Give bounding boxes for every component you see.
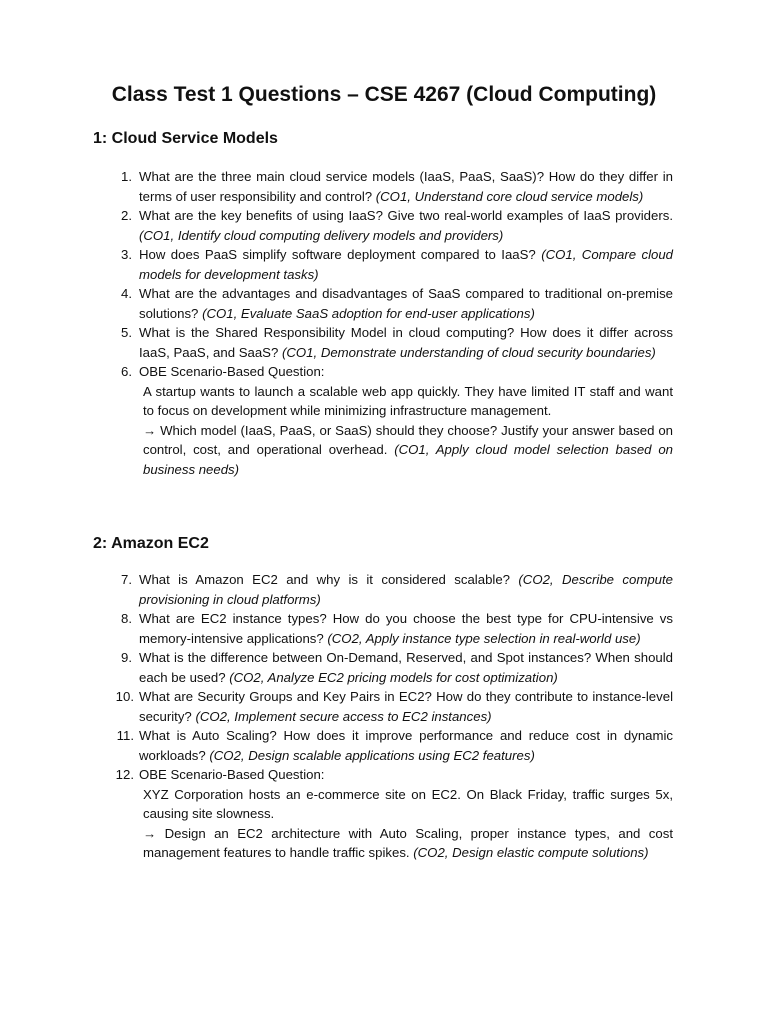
question-text: What are the advantages and disadvantages of SaaS compared to traditional on-premise solutions?	[139, 286, 673, 321]
question-text: What is Amazon EC2 and why is it considered scalable?	[139, 572, 510, 587]
question-item	[110, 609, 673, 648]
question-outcome-note: (CO2, Apply instance type selection in real-world use)	[327, 630, 641, 646]
question-text: What are the key benefits of using IaaS? Give two real-world examples of IaaS providers.	[139, 208, 673, 223]
question-text: What is Auto Scaling? How does it improve performance and reduce cost in dynamic workloads?	[139, 728, 673, 763]
question-item	[110, 323, 673, 362]
question-item-scenario	[110, 362, 673, 479]
question-item	[110, 206, 673, 245]
question-number: 10.	[115, 689, 134, 704]
section-heading-cloud-service-models: 1: Cloud Service Models	[93, 130, 278, 147]
question-outcome-note: (CO2, Analyze EC2 pricing models for cost optimization)	[229, 669, 558, 685]
scenario-task	[139, 824, 673, 863]
page-title: Class Test 1 Questions – CSE 4267 (Cloud Computing)	[111, 83, 657, 106]
question-number: 11.	[116, 728, 134, 743]
question-text: What are Security Groups and Key Pairs in EC2? How do they contribute to instance-level security?	[139, 689, 673, 724]
question-number: 8.	[121, 611, 132, 626]
question-outcome-note: (CO1, Evaluate SaaS adoption for end-user applications)	[202, 305, 535, 321]
question-number: 1.	[121, 169, 132, 184]
question-item	[110, 167, 673, 206]
question-number: 12.	[115, 767, 134, 782]
question-text: What is the Shared Responsibility Model in cloud computing? How does it differ across IaaS, PaaS, and SaaS?	[139, 325, 673, 360]
question-number: 9.	[121, 650, 132, 665]
question-item	[110, 687, 673, 726]
scenario-label: OBE Scenario-Based Question:	[139, 364, 325, 379]
question-number: 2.	[121, 208, 132, 223]
question-outcome-note: (CO1, Identify cloud computing delivery models and providers)	[139, 227, 504, 243]
question-item	[110, 648, 673, 687]
question-outcome-note: (CO2, Design elastic compute solutions)	[413, 845, 649, 860]
question-number: 3.	[121, 247, 132, 262]
scenario-task	[139, 421, 673, 480]
question-outcome-note: (CO1, Compare cloud models for development tasks)	[139, 247, 673, 282]
question-outcome-note: (CO1, Apply cloud model selection based on business needs)	[143, 442, 673, 477]
question-number: 5.	[121, 325, 132, 340]
question-text: What is the difference between On-Demand, Reserved, and Spot instances? When should each be used?	[139, 650, 673, 685]
question-text: How does PaaS simplify software deployment compared to IaaS?	[139, 247, 536, 262]
question-number: 4.	[121, 286, 132, 301]
scenario-task-text: → Design an EC2 architecture with Auto Scaling, proper instance types, and cost management features to handle traffic spikes.	[143, 825, 673, 860]
question-text: What are EC2 instance types? How do you choose the best type for CPU-intensive vs memory-intensive applications?	[139, 611, 673, 646]
question-outcome-note: (CO2, Describe compute provisioning in cloud platforms)	[139, 572, 673, 607]
question-outcome-note: (CO2, Implement secure access to EC2 instances)	[195, 708, 492, 724]
question-number: 6.	[121, 364, 132, 379]
question-list-section-1	[110, 167, 673, 479]
question-item	[110, 726, 673, 765]
question-item	[110, 284, 673, 323]
section-heading-amazon-ec2: 2: Amazon EC2	[93, 535, 209, 552]
scenario-task-text: → Which model (IaaS, PaaS, or SaaS) should they choose? Justify your answer based on control, cost, and operational overhead.	[143, 422, 673, 457]
scenario-label: OBE Scenario-Based Question:	[139, 767, 325, 782]
question-item	[110, 570, 673, 609]
question-outcome-note: (CO2, Design scalable applications using EC2 features)	[209, 747, 535, 763]
question-item-scenario	[110, 765, 673, 863]
question-list-section-2	[110, 570, 673, 863]
scenario-text: XYZ Corporation hosts an e-commerce site on EC2. On Black Friday, traffic surges 5x, causing site slowness.	[143, 786, 673, 821]
question-outcome-note: (CO1, Understand core cloud service models)	[375, 188, 644, 204]
scenario-text: A startup wants to launch a scalable web app quickly. They have limited IT staff and want to focus on development while minimizing infrastructure management.	[143, 383, 673, 418]
question-number: 7.	[121, 572, 132, 587]
question-item	[110, 245, 673, 284]
question-text: What are the three main cloud service models (IaaS, PaaS, SaaS)? How do they differ in terms of user responsibility and control?	[139, 169, 673, 204]
question-outcome-note: (CO1, Demonstrate understanding of cloud security boundaries)	[281, 344, 656, 360]
